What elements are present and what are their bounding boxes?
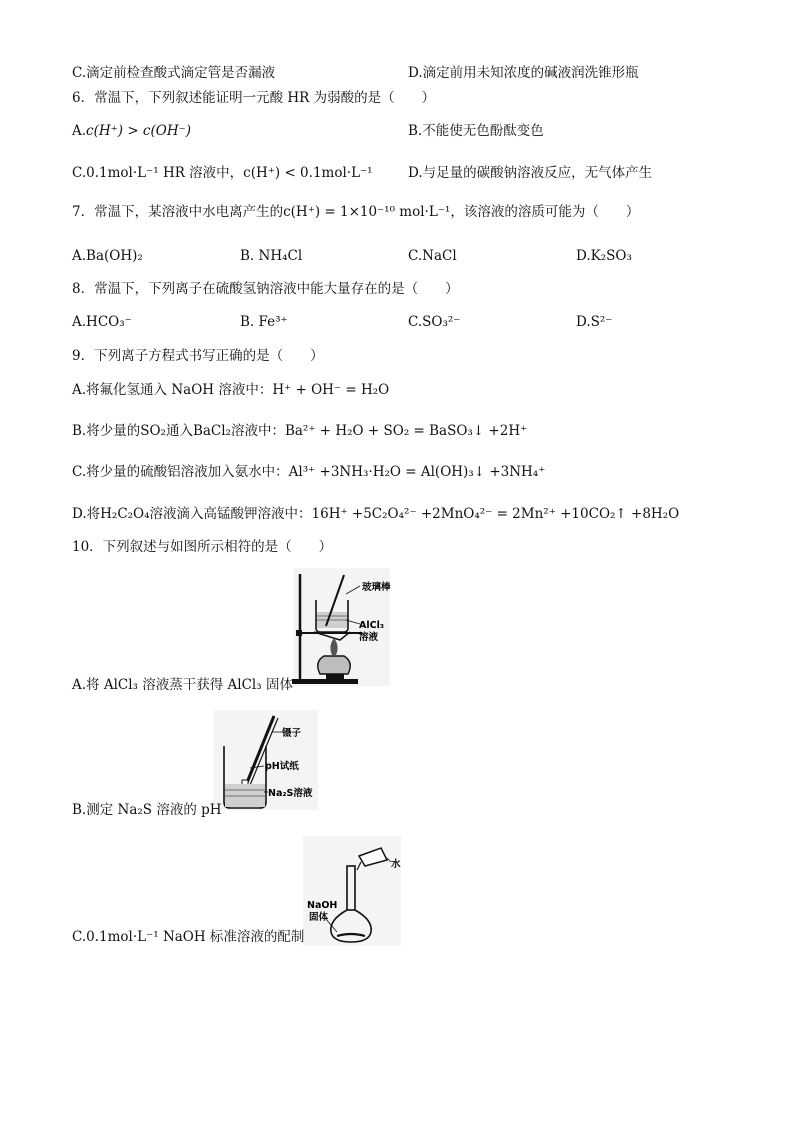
- figure-b-solution-label: Na₂S溶液: [268, 788, 313, 799]
- figure-c-solid-label-2: 固体: [309, 912, 329, 923]
- q8-stem: 8．常温下，下列离子在硫酸氢钠溶液中能大量存在的是（ ）: [72, 281, 459, 297]
- stand-clamp: [296, 630, 302, 636]
- figure-c-solid-label-1: NaOH: [307, 900, 338, 911]
- q6-option-d: D.与足量的碳酸钠溶液反应，无气体产生: [408, 165, 653, 181]
- figure-c-background: [303, 836, 401, 946]
- figure-b-ph-test: [214, 710, 320, 812]
- q6-option-a-expression: c(H⁺) > c(OH⁻): [86, 123, 191, 139]
- q7-option-d: D.K₂SO₃: [576, 248, 632, 264]
- q7-stem: [72, 202, 639, 222]
- q8-option-c: C.SO₃²⁻: [408, 314, 461, 330]
- figure-a-rod-label: 玻璃棒: [362, 582, 391, 593]
- q7-stem-post: ，该溶液的溶质可能为（ ）: [450, 204, 640, 220]
- q6-option-c-expression: c(H⁺) < 0.1mol·L⁻¹: [243, 165, 373, 181]
- iron-stand-base: [292, 679, 358, 684]
- q9-stem: 9．下列离子方程式书写正确的是（ ）: [72, 348, 324, 364]
- q9-option-b: B.将少量的SO₂通入BaCl₂溶液中：Ba²⁺ + H₂O + SO₂ = BaSO₃↓ +2H⁺: [72, 423, 528, 439]
- figure-a-evaporation-apparatus: [286, 566, 398, 690]
- q6-stem: 6．常温下，下列叙述能证明一元酸 HR 为弱酸的是（ ）: [72, 90, 436, 106]
- q7-option-a: A.Ba(OH)₂: [72, 248, 143, 264]
- q8-option-a: A.HCO₃⁻: [72, 314, 132, 330]
- q9-option-d: D.将H₂C₂O₄溶液滴入高锰酸钾溶液中：16H⁺ +5C₂O₄²⁻ +2MnO₄²⁻ = 2Mn²⁺ +10CO₂↑ +8H₂O: [72, 506, 680, 522]
- q6-option-a-letter: A.: [72, 123, 87, 139]
- alcohol-lamp: [318, 656, 351, 674]
- q6-option-c-prefix: C.0.1mol·L⁻¹ HR 溶液中，: [72, 165, 244, 181]
- q9-option-a: A.将氟化氢通入 NaOH 溶液中：H⁺ + OH⁻ = H₂O: [72, 382, 390, 398]
- q5-option-d: D.滴定前用未知浓度的碱液润洗锥形瓶: [408, 65, 639, 81]
- figure-b-paper-label: pH试纸: [265, 761, 299, 772]
- figure-a-solution-label-1: AlCl₃: [359, 620, 384, 631]
- q10-stem: 10．下列叙述与如图所示相符的是（ ）: [72, 539, 333, 555]
- q7-stem-pre: 7．常温下，某溶液中水电离产生的: [72, 204, 284, 220]
- q8-option-b: B. Fe³⁺: [240, 314, 288, 330]
- q10-option-c: C.0.1mol·L⁻¹ NaOH 标准溶液的配制: [72, 929, 305, 945]
- figure-a-solution-label-2: 溶液: [359, 632, 379, 643]
- q7-option-b: B. NH₄Cl: [240, 248, 303, 264]
- figure-c-water-label: 水: [391, 859, 401, 870]
- q6-option-c: [72, 163, 373, 183]
- q10-option-b: B.测定 Na₂S 溶液的 pH: [72, 802, 222, 818]
- figure-c-volumetric-flask: [303, 836, 403, 948]
- q5-option-c: C.滴定前检查酸式滴定管是否漏液: [72, 65, 276, 81]
- q7-option-c: C.NaCl: [408, 248, 457, 264]
- q10-option-a: A.将 AlCl₃ 溶液蒸干获得 AlCl₃ 固体: [72, 677, 293, 693]
- q9-option-c: C.将少量的硫酸铝溶液加入氨水中：Al³⁺ +3NH₃·H₂O = Al(OH)₃↓ +3NH₄⁺: [72, 464, 546, 480]
- q7-stem-expression: c(H⁺) = 1×10⁻¹⁰ mol·L⁻¹: [283, 204, 451, 220]
- q6-option-a: [72, 121, 191, 141]
- q6-option-b: B.不能使无色酚酞变色: [408, 123, 544, 139]
- sodium-sulfide-solution: [225, 784, 265, 807]
- q8-option-d: D.S²⁻: [576, 314, 613, 330]
- figure-b-tweezers-label: 镊子: [282, 728, 302, 739]
